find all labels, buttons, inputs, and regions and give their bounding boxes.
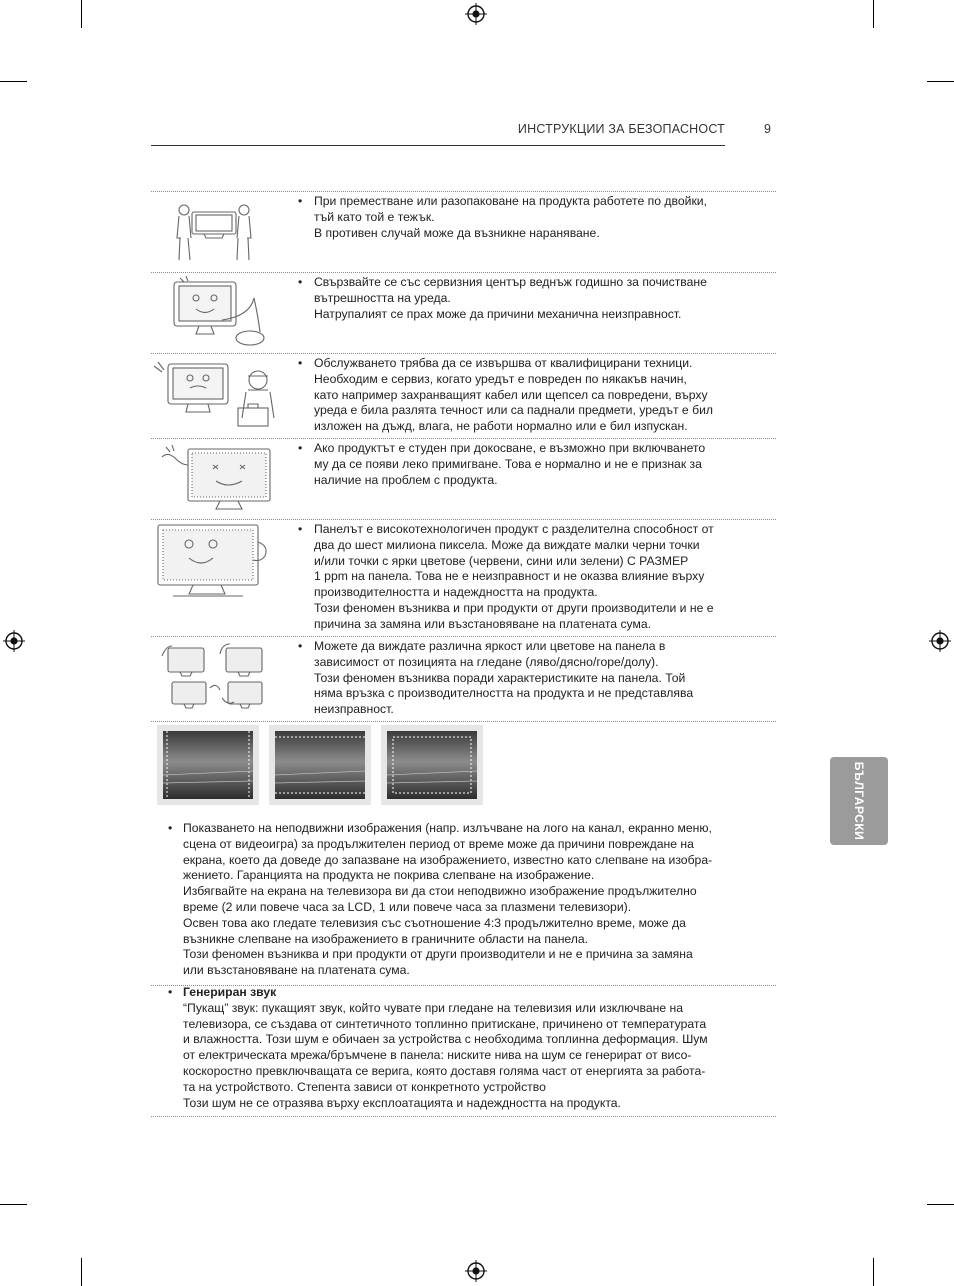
two-people-carrying-tv-icon (172, 198, 256, 266)
crop-mark (927, 1204, 954, 1205)
safety-item-text: Свързвайте се със сервизния център веднъж годишно за почистване вътрешността на уреда. Натрупалият се прах може да причини механична неизправност. (314, 275, 707, 321)
tv-pixel-panel-icon (155, 522, 275, 600)
viewing-angle-tvs-icon (160, 642, 270, 714)
generated-sound-paragraph (168, 985, 768, 1111)
safety-item (298, 356, 758, 435)
bullet: • (298, 441, 303, 455)
safety-item (298, 522, 758, 633)
registration-mark-icon (929, 630, 951, 652)
page-number: 9 (764, 122, 771, 136)
burn-in-example-images-icon (157, 725, 487, 807)
crop-mark (873, 1258, 874, 1286)
safety-item (298, 639, 758, 718)
tv-with-vacuum-cleaner-icon (162, 276, 270, 348)
bullet: • (298, 522, 303, 536)
language-label: БЪЛГАРСКИ (852, 761, 866, 841)
header-divider (151, 145, 725, 146)
safety-item-text: Обслужването трябва да се извършва от квалифицирани техници. Необходим е сервиз, когато уредът е повреден по някакъв начин, като например захранващият кабел или щепсел са повредени, върху уреда е била разлята течност или са паднали предмети, уредът е бил изложен на дъжд, влага, не работи нормално или е бил изпускан. (314, 356, 714, 434)
row-divider (151, 1116, 776, 1117)
page-header-title: ИНСТРУКЦИИ ЗА БЕЗОПАСНОСТ (517, 122, 725, 136)
registration-mark-icon (465, 3, 487, 25)
registration-mark-icon (3, 630, 25, 652)
crop-mark (873, 0, 874, 28)
crop-mark (81, 0, 82, 28)
crop-mark (81, 1258, 82, 1286)
row-divider (151, 438, 776, 439)
bullet: • (298, 194, 303, 208)
image-retention-paragraph (168, 821, 768, 979)
row-divider (151, 636, 776, 637)
safety-item-text: Ако продуктът е студен при докосване, е възможно при включването му да се появи леко примигване. Това е нормално и не е признак за наличие на проблем с продукта. (314, 441, 706, 487)
row-divider (151, 272, 776, 273)
registration-mark-icon (465, 1260, 487, 1282)
row-divider (151, 353, 776, 354)
crop-mark (0, 1204, 27, 1205)
crop-mark (0, 81, 27, 82)
row-divider (151, 519, 776, 520)
safety-item-text: При преместване или разопаковане на продукта работете по двойки, тъй като той е тежък. В противен случай може да възникне нараняване. (314, 194, 707, 240)
technician-with-toolbox-icon (152, 358, 282, 434)
crop-mark (927, 81, 954, 82)
language-side-tab (830, 757, 888, 845)
safety-item (298, 275, 758, 322)
bullet: • (298, 639, 303, 653)
row-divider (151, 191, 776, 192)
safety-item (298, 441, 758, 488)
bullet: • (168, 821, 173, 835)
bullet: • (298, 275, 303, 289)
paragraph-text: Показването на неподвижни изображения (напр. излъчване на лого на канал, екранно меню, сцена от видеоигра) за продължителен период от време може да причини повреждане на екрана, което да доведе до запазване на изображението, известно като слепване на изобра- жението. Гаранцията на продукта не покрива слепване на изображение. Избягвайте на екрана на телевизора ви да стои неподвижно изображение продължително време (2 или повече часа за LCD, 1 или повече часа за плазмени телевизори). Освен това ако гледате телевизия със съотношение 4:3 продължително време, може да възникне слепване на изображението в граничните области на панела. Този феномен възниква и при продукти от други производители и не е причина за замяна или възстановяване на платената сума. (183, 821, 713, 978)
safety-item-text: Можете да виждате различна яркост или цветове на панела в зависимост от позицията на гледане (ляво/дясно/горе/долу). Този феномен възниква поради характеристиките на панела. Той няма връзка с производителността на продукта и не представлява неизправност. (314, 639, 694, 717)
bullet: • (298, 356, 303, 370)
safety-item (298, 194, 758, 241)
safety-item-text: Панелът е високотехнологичен продукт с разделителна способност от два до шест милиона пиксела. Може да виждате малки черни точки и/или точки с ярки цветове (червени, сини или зелени) С РАЗМЕР 1 ppm на панела. Това не е неизправност и не оказва влияние върху производителността и надеждността на продукта. Този феномен възниква и при продукти от други производители и не е причина за замяна или възстановяване на платената сума. (314, 522, 714, 631)
paragraph-heading: Генериран звук (183, 985, 277, 999)
row-divider (151, 721, 776, 722)
bullet: • (168, 985, 173, 999)
paragraph-text: “Пукащ” звук: пукащият звук, който чувате при гледане на телевизия или изключване на телевизора, се създава от синтетичното топлинно притискане, причинено от температурата и влажността. Този шум е обичаен за устройства с необходима топлинна деформация. Шум от електрическата мрежа/бръмчене в панела: ниските нива на шум се генерират от висо- коскоростно превключващата се верига, която доставя голяма част от енергията за работа- та на устройството. Степента зависи от конкретното устройство Този шум не се отразява върху експлоатацията и надеждността на продукта. (183, 1000, 708, 1110)
touching-cold-tv-icon (158, 443, 274, 515)
